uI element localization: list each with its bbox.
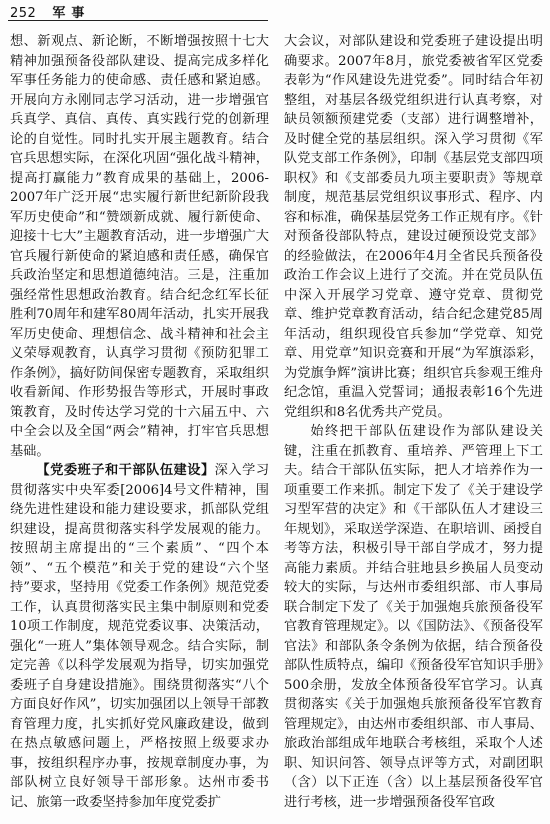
paragraph-text: 深入学习贯彻落实中央军委[2006]4号文件精神，围绕先进性建设和能力建设要求，抓部队党组织建设，提高贯彻落实科学发展观的能力。按照胡主席提出的“三个素质”、“四个本领”、“五个模范”和关于党的建设“六个坚持”要求，坚持用《党委工作条例》规范党委工作，认真贯彻落实民主集中制原则和党委10项工作制度，规范党委议事、决策活动，强化“一班人”集体领导观念。结合实际，制定完善《以科学发展观为指导，切实加强党委班子自身建设措施》。围绕贯彻落实“八个方面良好作风”，切实加强团以上领导干部教育管理力度，扎实抓好党风廉政建设，做到在热点敏感问题上，严格按照上级要求办事，按组织程序办事，按规章制度办事，为部队树立良好领导干部形象。达州市委书记、旅第一政委坚持参加年度党委扩 <box>10 463 269 810</box>
section-title: 军事 <box>52 6 91 21</box>
left-column <box>10 32 269 824</box>
page-header <box>10 1 260 21</box>
paragraph-party-committee <box>10 461 269 812</box>
paragraph-political-education: 想、新观点、新论断，不断增强按照十七大精神加强预备役部队建设、提高完成多样化军事任务能力的使命感、责任感和紧迫感。开展向方永刚同志学习活动，进一步增强官兵真学、真信、真传、真实践行党的创新理论的自觉性。同时扎实开展主题教育。结合官兵思想实际，在深化巩固“强化战斗精神，提高打赢能力”教育成果的基础上，2006-2007年广泛开展“忠实履行新世纪新阶段我军历史使命”和“赞颂新成就、履行新使命、迎接十七大”主题教育活动，进一步增强广大官兵履行新使命的紧迫感和责任感，确保官兵政治坚定和思想道德纯洁。三是，注重加强经常性思想政治教育。结合纪念红军长征胜利70周年和建军80周年活动，扎实开展我军历史使命、理想信念、战斗精神和社会主义荣辱观教育，认真学习贯彻《预防犯罪工作条例》，搞好防间保密专题教育，采取组织收看新闻、作形势报告等形式，开展时事政策教育，及时传达学习党的十六届五中、六中全会以及全国“两会”精神，打牢官兵思想基础。 <box>10 34 269 459</box>
header-rule <box>8 20 268 21</box>
paragraph-cadre-team: 始终把干部队伍建设作为部队建设关键，注重在抓教育、重培养、严管理上下工夫。结合干部队伍实际，把人才培养作为一项重要工作来抓。制定下发了《关于建设学习型军营的决定》和《干部队伍人才建设三年规划》，采取送学深造、在职培训、函授自考等方法，积极引导干部自学成才，努力提高能力素质。并结合驻地县乡换届人员变动较大的实际，与达州市委组织部、市人事局联合制定下发了《关于加强炮兵旅预备役军官教育管理规定》。以《国防法》、《预备役军官法》和部队条令条例为依据，结合预备役部队性质特点，编印《预备役军官知识手册》500余册，发放全体预备役军官学习。认真贯彻落实《关于加强炮兵旅预备役军官教育管理规定》，由达州市委组织部、市人事局、旅政治部组成年地联合考核组，采取个人述职、知识问答、领导点评等方式，对副团职（含）以下正连（含）以上基层预备役军官进行考核，进一步增强预备役军官政 <box>284 424 543 810</box>
section-heading: 【党委班子和干部队伍建设】 <box>36 463 215 478</box>
paragraph-party-committee-cont: 大会议，对部队建设和党委班子建设提出明确要求。2007年8月，旅党委被省军区党委表彰为“作风建设先进党委”。同时结合年初整组，对基层各级党组织进行认真考察，对缺员领额预建党委（支部）进行调整增补，及时健全党的基层组织。深入学习贯彻《军队党支部工作条例》，印制《基层党支部四项职权》和《支部委员九项主要职责》等规章制度，规范基层党组织议事形式、程序、内容和标准，确保基层党务工作正规有序。《针对预备役部队特点，建设过硬预设党支部》的经验做法，在2006年4月全省民兵预备役政治工作会议上进行了交流。并在党员队伍中深入开展学习党章、遵守党章、贯彻党章、维护党章教育活动，结合纪念建党85周年活动，组织现役官兵参加“学党章、知党章、用党章”知识竞赛和开展“为军旗添彩，为党旗争辉”演讲比赛；组织官兵参观王维舟纪念馆，重温入党誓词；通报表彰16个先进党组织和8名优秀共产党员。 <box>284 34 543 420</box>
right-column <box>284 32 543 824</box>
page-number: 252 <box>10 6 37 21</box>
